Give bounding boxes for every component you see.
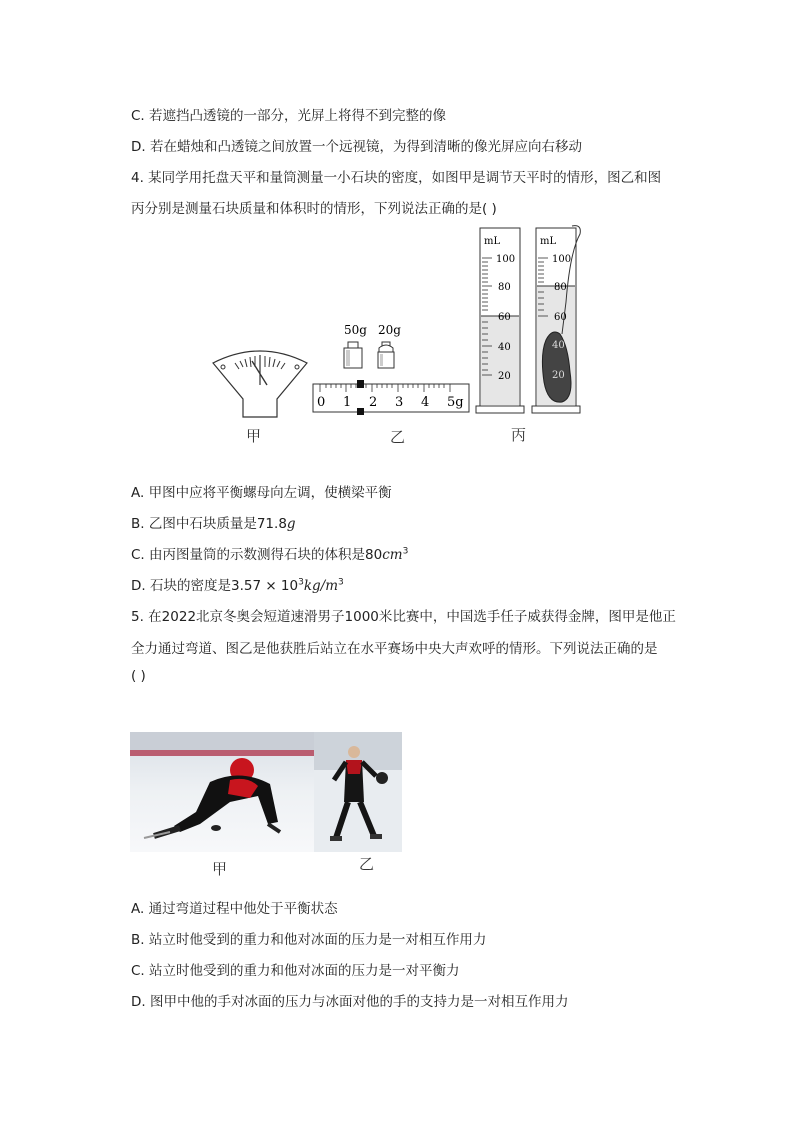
scale-tick-2: 2 xyxy=(369,395,378,410)
q3-option-c: C. 若遮挡凸透镜的一部分，光屏上将得不到完整的像 xyxy=(131,108,447,124)
balance-scale-figure xyxy=(310,318,475,418)
scale-tick-1: 1 xyxy=(343,395,352,410)
figure-label-jia: 甲 xyxy=(246,427,262,445)
right-mark-20: 20 xyxy=(552,370,565,381)
balance-dial-figure xyxy=(205,345,315,425)
photo-skater-cheering xyxy=(314,732,402,852)
left-mark-80: 80 xyxy=(498,282,511,293)
scale-tick-0: 0 xyxy=(317,395,326,410)
photo-label-yi: 乙 xyxy=(359,855,375,873)
q4-option-c xyxy=(131,543,408,563)
q4-option-b-unit: g xyxy=(286,516,296,532)
left-mark-40: 40 xyxy=(498,342,511,353)
scale-tick-5g: 5g xyxy=(447,395,464,410)
scale-tick-3: 3 xyxy=(395,395,404,410)
left-mark-20: 20 xyxy=(498,371,511,382)
q4-option-b-value: 71.8 xyxy=(256,516,287,532)
right-mark-80: 80 xyxy=(554,282,567,293)
right-cylinder-unit: mL xyxy=(540,236,557,247)
right-mark-40: 40 xyxy=(552,340,565,351)
q5-option-a: A. 通过弯道过程中他处于平衡状态 xyxy=(131,901,338,917)
cylinders-figure xyxy=(474,222,589,417)
q4-option-c-value: 80 xyxy=(365,547,383,563)
photo-skater-cornering xyxy=(130,732,314,852)
weight-20g-label: 20g xyxy=(378,323,401,337)
q5-option-c: C. 站立时他受到的重力和他对冰面的压力是一对平衡力 xyxy=(131,963,460,979)
q4-option-a: A. 甲图中应将平衡螺母向左调，使横梁平衡 xyxy=(131,485,392,501)
photo-label-jia: 甲 xyxy=(212,860,228,878)
q5-stem-line2: 全力通过弯道、图乙是他获胜后站立在水平赛场中央大声欢呼的情形。下列说法正确的是 xyxy=(131,641,658,657)
figure-label-yi: 乙 xyxy=(390,428,406,446)
q4-stem-line2: 丙分别是测量石块质量和体积时的情形，下列说法正确的是( ) xyxy=(131,201,497,217)
q5-stem-line1: 5. 在2022北京冬奥会短道速滑男子1000米比赛中，中国选手任子威获得金牌，图甲是他正 xyxy=(131,609,676,625)
q3-option-d: D. 若在蜡烛和凸透镜之间放置一个远视镜，为得到清晰的像光屏应向右移动 xyxy=(131,139,582,155)
q5-option-b: B. 站立时他受到的重力和他对冰面的压力是一对相互作用力 xyxy=(131,932,487,948)
q4-option-d-exp: 3 xyxy=(298,577,304,588)
q4-option-c-prefix: C. 由丙图量筒的示数测得石块的体积是 xyxy=(131,547,366,563)
right-mark-100: 100 xyxy=(552,254,572,265)
q4-option-d-value: 3.57 × 10 xyxy=(230,578,299,594)
figure-label-bing: 丙 xyxy=(511,426,527,444)
right-mark-60: 60 xyxy=(554,312,567,323)
left-cylinder-unit: mL xyxy=(484,236,501,247)
weight-50g-label: 50g xyxy=(344,323,367,337)
q4-option-d xyxy=(131,574,344,594)
q4-option-c-unit: cm xyxy=(382,547,403,563)
scale-tick-4: 4 xyxy=(421,395,430,410)
q5-option-d: D. 图甲中他的手对冰面的压力与冰面对他的手的支持力是一对相互作用力 xyxy=(131,994,569,1010)
q4-option-b-prefix: B. 乙图中石块质量是 xyxy=(131,516,257,532)
left-mark-100: 100 xyxy=(496,254,516,265)
q4-option-d-prefix: D. 石块的密度是 xyxy=(131,578,231,594)
q4-option-b xyxy=(131,512,296,532)
q5-stem-line3: ( ) xyxy=(131,668,146,684)
q4-option-d-unit-exp: 3 xyxy=(338,577,344,588)
q4-option-d-unit: kg/m xyxy=(303,578,339,594)
q4-stem-line1: 4. 某同学用托盘天平和量筒测量一小石块的密度，如图甲是调节天平时的情形，图乙和图 xyxy=(131,170,662,186)
q4-option-c-exp: 3 xyxy=(402,546,409,557)
left-mark-60: 60 xyxy=(498,312,511,323)
